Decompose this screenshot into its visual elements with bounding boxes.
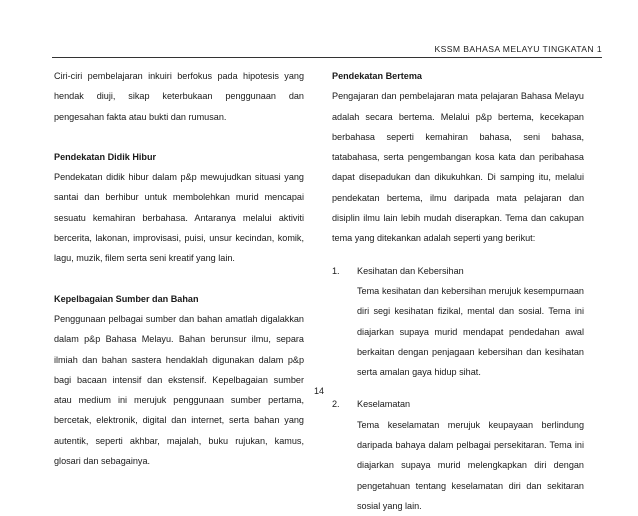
- right-column: [332, 66, 584, 516]
- list-item-body: Tema kesihatan dan kebersihan merujuk kesempurnaan diri segi kesihatan fizikal, mental dan sosial. Tema ini diajarkan supaya murid mendapat pendedahan awal berkaitan dengan penjagaan kebersihan dan kesihatan serta amalan gaya hidup sihat.: [357, 285, 584, 378]
- header-divider: [52, 57, 602, 58]
- running-header: KSSM BAHASA MELAYU TINGKATAN 1: [434, 44, 602, 54]
- intro-paragraph: Ciri-ciri pembelajaran inkuiri berfokus pada hipotesis yang hendak diuji, sikap keterbukaan penggunaan dan pengesahan fakta atau bukti dan rumusan.: [54, 71, 304, 122]
- list-item-title: Keselamatan: [357, 399, 411, 410]
- list-item-body: Tema keselamatan merujuk keupayaan berlindung daripada bahaya dalam pelbagai persekitaran. Tema ini diajarkan supaya murid melengkapkan diri dengan pengetahuan tentang keselamatan diri dan sekitaran sosial yang lain.: [357, 419, 584, 511]
- heading-didik-hibur: Pendekatan Didik Hibur: [54, 151, 157, 162]
- list-item: [332, 261, 584, 383]
- list-item-number: 1.: [332, 265, 340, 276]
- paragraph-didik-hibur: Pendekatan didik hibur dalam p&p mewujudkan situasi yang santai dan berhibur untuk membolehkan murid mencapai sesuatu kemahiran berbahasa. Antaranya melalui aktiviti bercerita, lakonan, improvisasi, puisi, unsur kecindan, komik, lagu, muzik, filem serta seni kreatif yang lain.: [54, 172, 304, 264]
- heading-pendekatan-bertema: Pendekatan Bertema: [332, 71, 422, 81]
- paragraph-pendekatan-bertema: Pengajaran dan pembelajaran mata pelajaran Bahasa Melayu adalah secara bertema. Melalui p&p bertema, kecekapan berbahasa seperti kemahiran bahasa, seni bahasa, tatabahasa, serta pengembangan kosa kata dan peribahasa dapat disepadukan dan dikukuhkan. Di samping itu, melalui pendekatan bertema, ilmu daripada mata pelajaran dan disiplin ilmu lain lebih mudah diserapkan. Tema dan cakupan tema yang ditekankan adalah seperti yang berikut:: [332, 91, 584, 244]
- left-column: [54, 66, 304, 471]
- paragraph-kepelbagaian-sumber: Penggunaan pelbagai sumber dan bahan amatlah digalakkan dalam p&p Bahasa Melayu. Bahan berunsur ilmu, separa ilmiah dan bahan sastera hendaklah digunakan dalam p&p bagi bacaan intensif dan ekstensif. Kepelbagaian sumber atau medium ini merujuk penggunaan sumber pertama, bercetak, elektronik, digital dan internet, serta bahan yang autentik, seperti akhbar, majalah, buku rujukan, kamus, glosari dan sebagainya.: [54, 313, 304, 467]
- list-item: [332, 394, 584, 516]
- page-number: 14: [313, 386, 324, 396]
- list-item-title: Kesihatan dan Kebersihan: [357, 265, 464, 276]
- list-item-number: 2.: [332, 399, 340, 410]
- heading-kepelbagaian-sumber: Kepelbagaian Sumber dan Bahan: [54, 293, 199, 304]
